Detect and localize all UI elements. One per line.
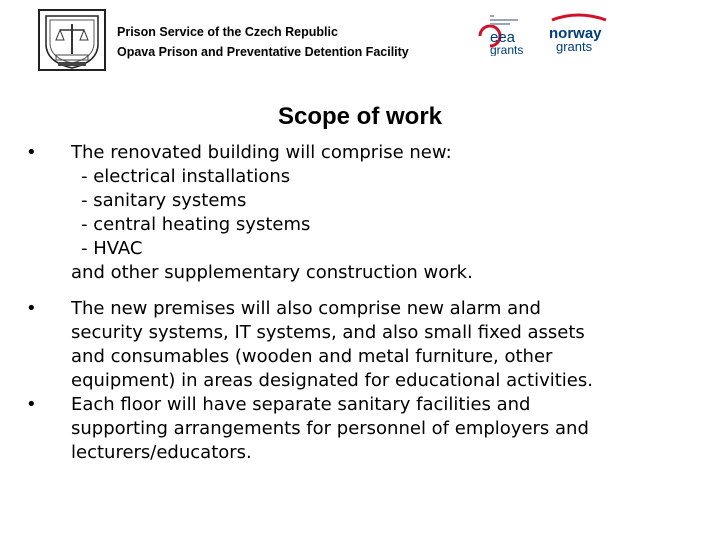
bullet-item — [26, 297, 593, 393]
bullet-marker: • — [26, 394, 37, 415]
bullet-item — [26, 393, 593, 465]
eea-grants-logo — [470, 12, 540, 56]
bullet-list-2 — [26, 297, 593, 465]
norway-word: norway — [549, 25, 602, 42]
slide-title: Scope of work — [277, 103, 443, 130]
organization-header — [117, 22, 409, 62]
bullet-list-1 — [26, 141, 473, 285]
sub-item: - HVAC — [81, 238, 143, 259]
bullet-line: security systems, IT systems, and also small fixed assets — [71, 322, 585, 343]
bullet-marker: • — [26, 142, 37, 163]
bullet-line: and consumables (wooden and metal furniture, other — [71, 346, 553, 367]
sub-item: - sanitary systems — [81, 190, 247, 211]
norway-grants-word: grants — [556, 39, 593, 54]
eea-grants-word: grants — [490, 43, 524, 56]
eea-word: eea — [490, 29, 516, 46]
bullet-tail: and other supplementary construction work. — [71, 262, 473, 283]
bullet-item — [26, 141, 473, 285]
norway-grants-logo — [546, 12, 612, 54]
facility-name: Opava Prison and Preventative Detention Facility — [117, 45, 409, 59]
bullet-line: lecturers/educators. — [71, 442, 252, 463]
bullet-line: The new premises will also comprise new alarm and — [71, 298, 541, 319]
sub-item: - electrical installations — [81, 166, 291, 187]
bullet-marker: • — [26, 298, 37, 319]
org-name: Prison Service of the Czech Republic — [117, 25, 338, 39]
bullet-line: Each floor will have separate sanitary facilities and — [71, 394, 531, 415]
sub-item: - central heating systems — [81, 214, 311, 235]
prison-service-emblem-icon — [36, 8, 108, 72]
bullet-line: equipment) in areas designated for educational activities. — [71, 370, 593, 391]
bullet-intro: The renovated building will comprise new: — [71, 142, 452, 163]
bullet-line: supporting arrangements for personnel of employers and — [71, 418, 589, 439]
